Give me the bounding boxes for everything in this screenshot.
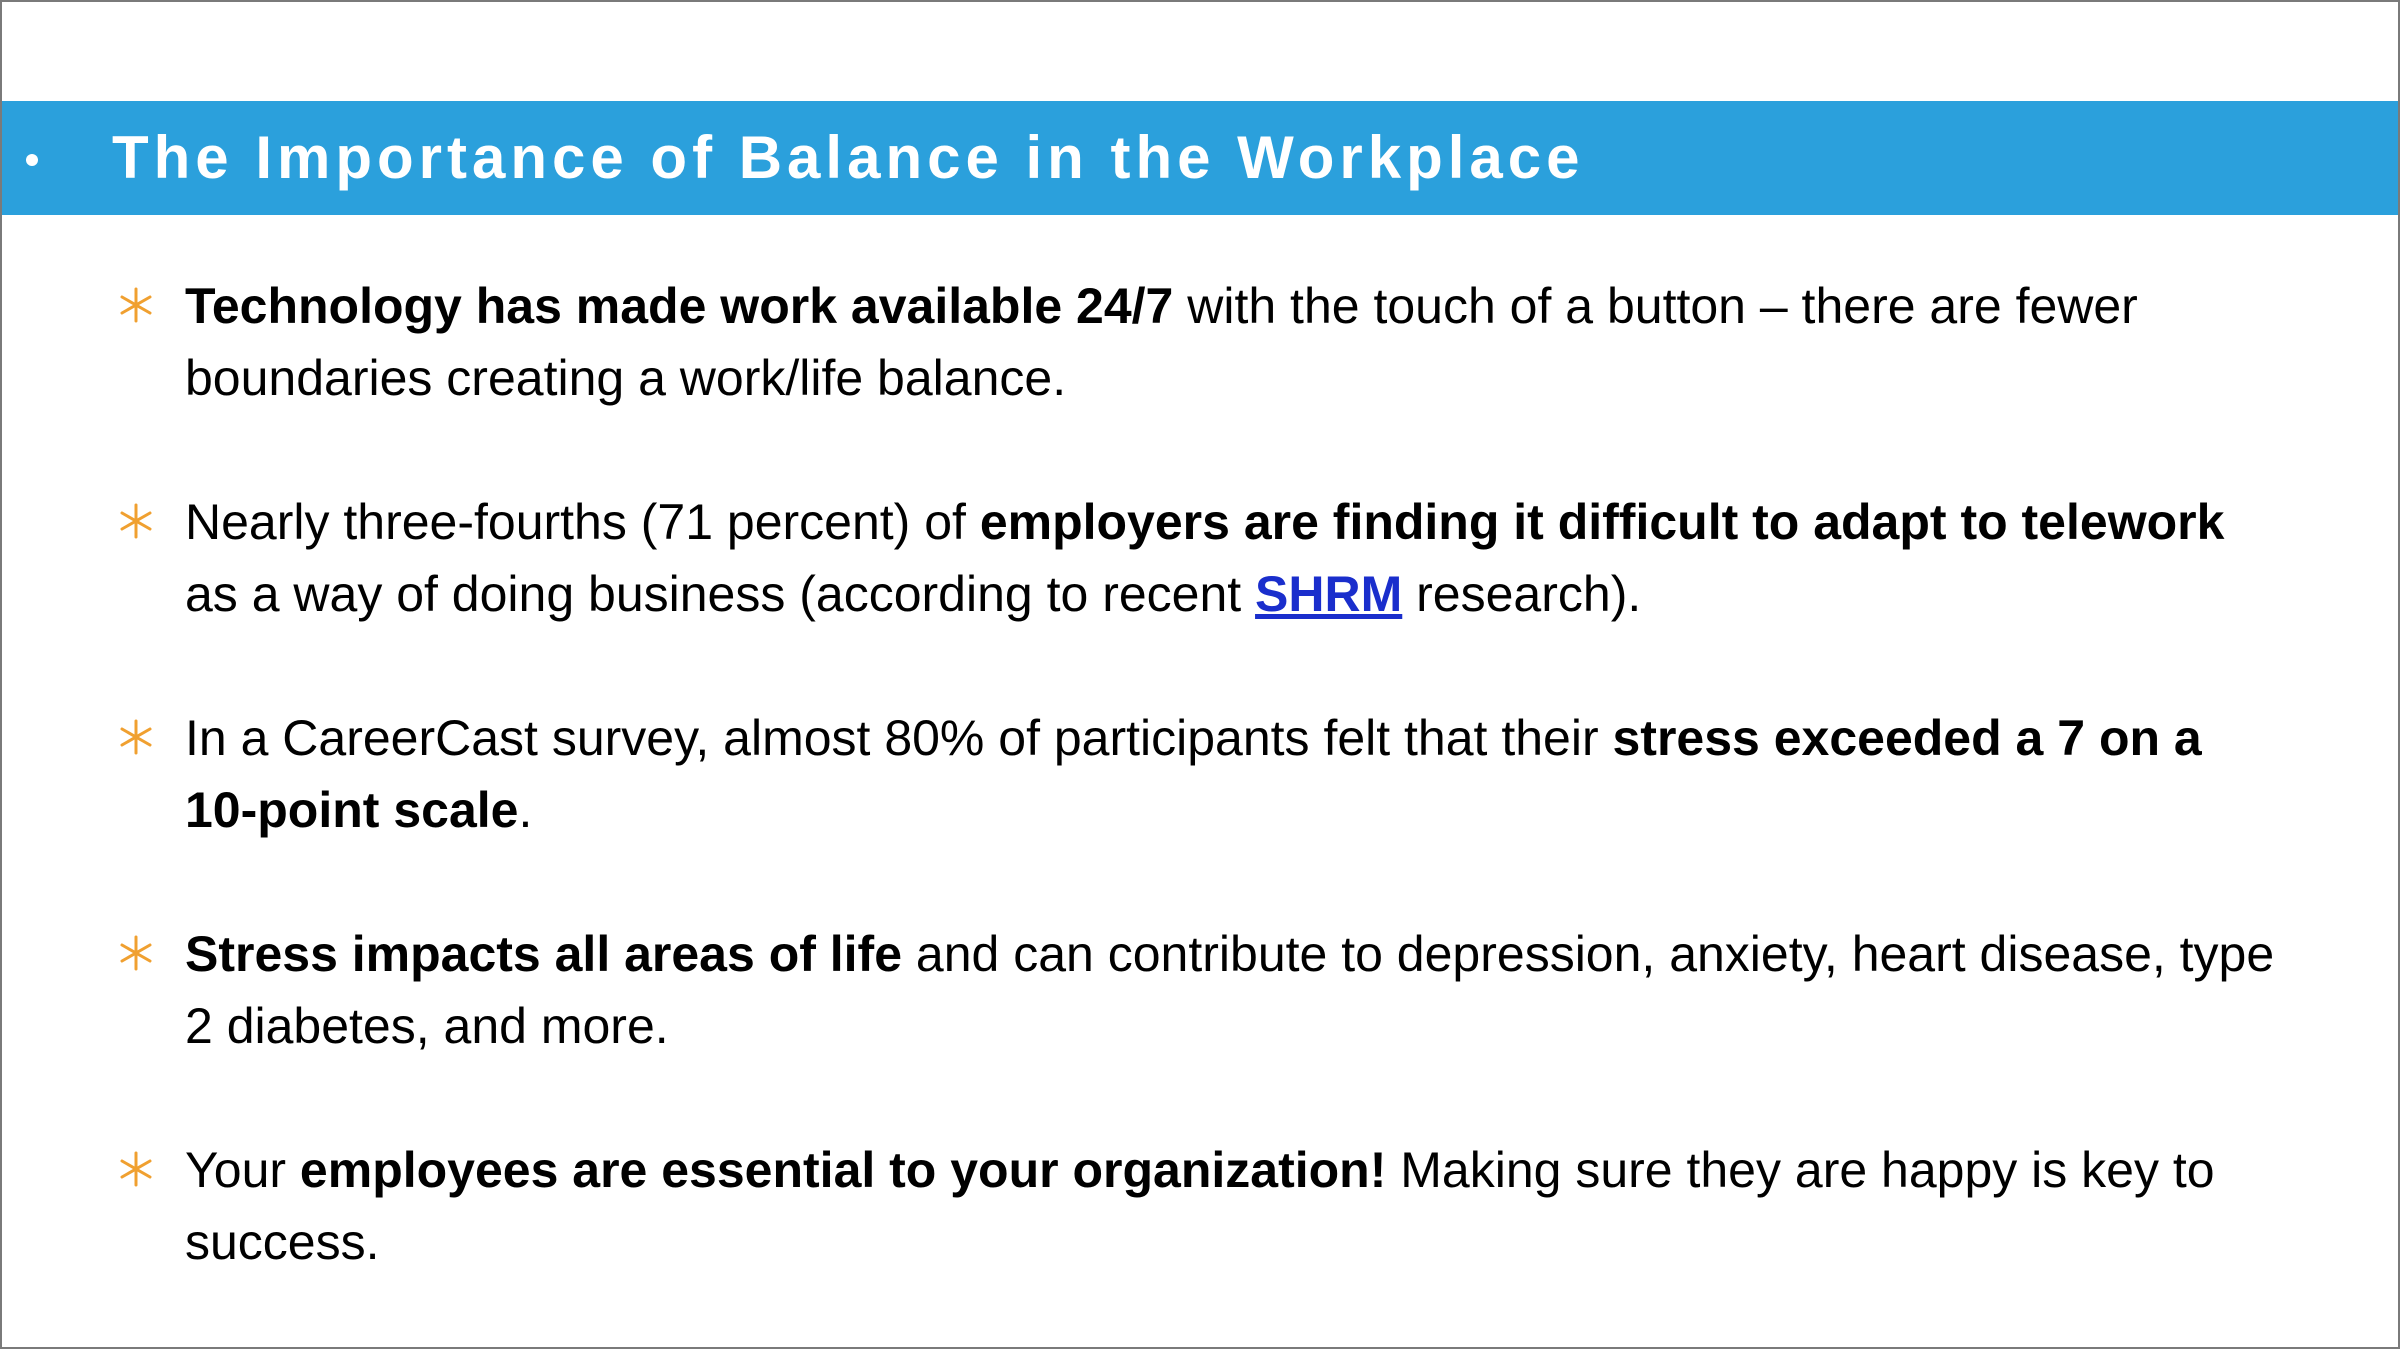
bullet-item <box>2 918 2285 1062</box>
bullet-list <box>2 270 2400 1349</box>
bullet-5-text-b: Making sure they are happy is key to success. <box>185 1142 2215 1270</box>
bullet-2-bold: employers are finding it difficult to adapt to telework <box>979 494 2225 550</box>
starburst-bullet-icon <box>116 1149 156 1189</box>
bullet-2-text-a: Nearly three-fourths (71 percent) of <box>185 494 980 550</box>
bullet-3-bold: stress exceeded a 7 on a 10-point scale <box>185 710 2202 838</box>
bullet-2-text-b: as a way of doing business (according to recent <box>185 566 1256 622</box>
bullet-item <box>2 702 2285 846</box>
bullet-3-text-a: In a CareerCast survey, almost 80% of participants felt that their <box>185 710 1613 766</box>
slide-title: The Importance of Balance in the Workplace <box>112 124 1585 191</box>
title-bullet-icon <box>26 154 38 166</box>
bullet-item <box>2 270 2285 414</box>
bullet-item <box>2 1134 2285 1278</box>
bullet-1-text: with the touch of a button – there are fewer boundaries creating a work/life balance. <box>185 278 2138 406</box>
bullet-4-text: and can contribute to depression, anxiety, heart disease, type 2 diabetes, and more. <box>185 926 2275 1054</box>
starburst-bullet-icon <box>116 933 156 973</box>
bullet-3-text-b: . <box>518 782 533 838</box>
bullet-2-text-c: research). <box>1402 566 1642 622</box>
starburst-bullet-icon <box>116 717 156 757</box>
starburst-bullet-icon <box>116 285 156 325</box>
title-bar <box>2 101 2400 215</box>
starburst-bullet-icon <box>116 501 156 541</box>
bullet-1-bold: Technology has made work available 24/7 <box>185 278 1174 334</box>
bullet-5-text-a: Your <box>185 1142 300 1198</box>
bullet-item <box>2 486 2285 630</box>
shrm-link[interactable]: SHRM <box>1255 566 1403 622</box>
bullet-4-bold: Stress impacts all areas of life <box>185 926 903 982</box>
bullet-5-bold: employees are essential to your organization! <box>299 1142 1387 1198</box>
